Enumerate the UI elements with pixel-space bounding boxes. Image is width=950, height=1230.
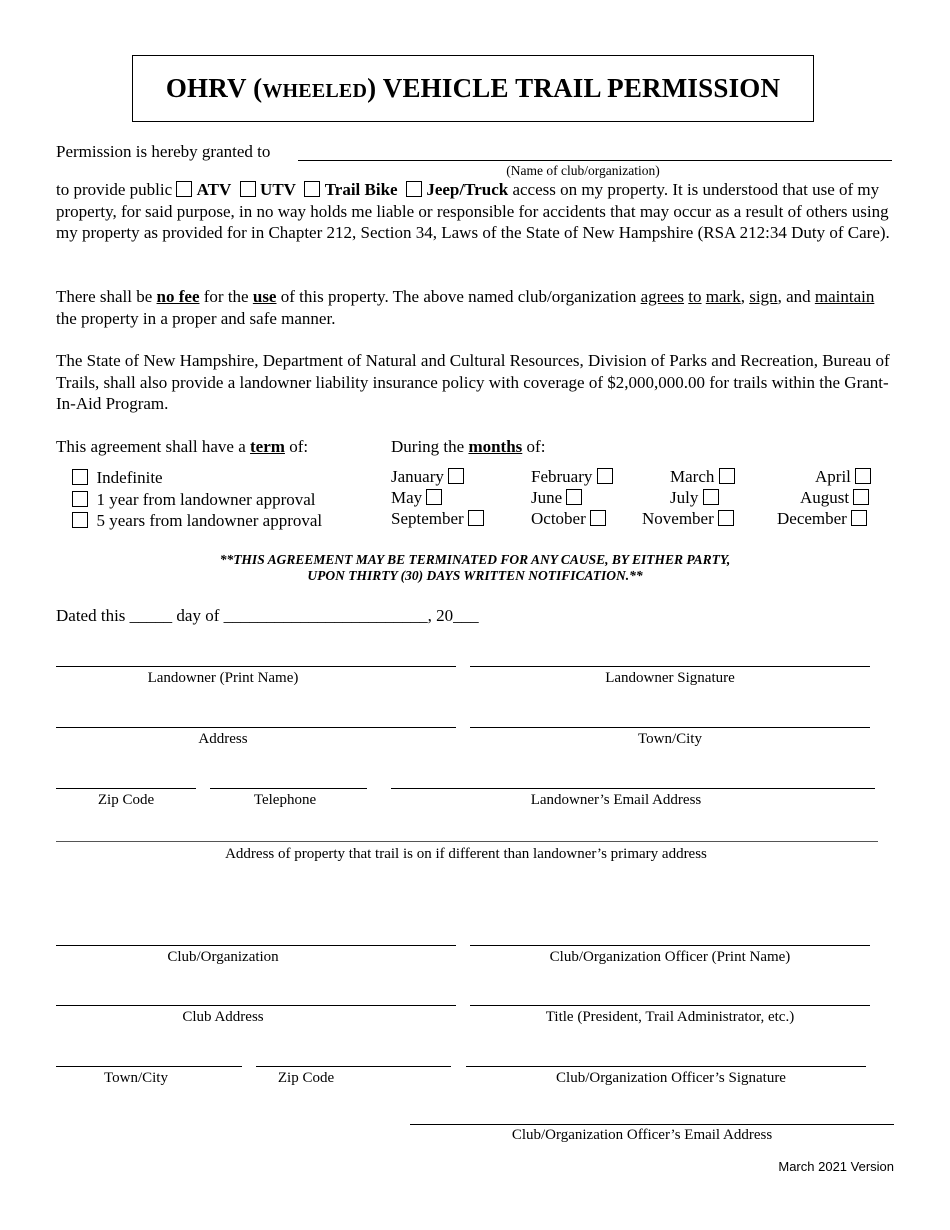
term-1-year[interactable]: 1 year from landowner approval — [72, 489, 322, 511]
address-caption: Address — [198, 731, 248, 747]
officer-email-field[interactable] — [410, 1124, 894, 1125]
trail-bike-checkbox[interactable] — [304, 181, 320, 197]
club-town-caption: Town/City — [104, 1070, 168, 1086]
month-august[interactable]: August — [800, 488, 869, 508]
term-options — [72, 467, 322, 532]
club-zip-field[interactable] — [256, 1066, 451, 1067]
landowner-signature-caption: Landowner Signature — [605, 670, 735, 686]
zip-caption: Zip Code — [97, 792, 155, 808]
term-indefinite[interactable]: Indefinite — [72, 467, 322, 489]
club-address-field[interactable] — [56, 1005, 456, 1006]
term-heading: This agreement shall have a term of: — [56, 437, 309, 456]
month-february[interactable]: February — [531, 467, 613, 487]
page-title: OHRV (WHEELED) VEHICLE TRAIL PERMISSION — [165, 73, 781, 103]
property-address-field[interactable] — [56, 841, 878, 842]
dated-line: Dated this _____ day of ________________________, 20___ — [56, 606, 479, 625]
telephone-caption: Telephone — [253, 792, 317, 808]
month-january[interactable]: January — [391, 467, 464, 487]
month-july[interactable]: July — [670, 488, 719, 508]
utv-checkbox[interactable] — [240, 181, 256, 197]
club-address-caption: Club Address — [182, 1009, 264, 1025]
grant-line — [56, 142, 270, 162]
zip-field[interactable] — [56, 788, 196, 789]
property-address-caption: Address of property that trail is on if different than landowner’s primary address — [225, 846, 707, 862]
months-heading: During the months of: — [391, 437, 546, 456]
officer-name-field[interactable] — [470, 945, 870, 946]
grant-prefix: Permission is hereby granted to — [56, 142, 271, 161]
club-caption: Club/Organization — [167, 949, 279, 965]
landowner-name-caption: Landowner (Print Name) — [147, 670, 299, 686]
month-october[interactable]: October — [531, 509, 606, 529]
club-zip-caption: Zip Code — [277, 1070, 335, 1086]
termination-notice: **THIS AGREEMENT MAY BE TERMINATED FOR ANY CAUSE, BY EITHER PARTY, UPON THIRTY (30) DAYS WRITTEN NOTIFICATION.** — [219, 552, 731, 583]
title-box — [132, 55, 814, 122]
jeep-truck-checkbox[interactable] — [406, 181, 422, 197]
email-field[interactable] — [391, 788, 875, 789]
officer-title-field[interactable] — [470, 1005, 870, 1006]
fee-paragraph: There shall be no fee for the use of this property. The above named club/organization agrees to mark, sign, and maintain the property in a proper and safe manner. — [56, 287, 875, 328]
term-5-years[interactable]: 5 years from landowner approval — [72, 510, 322, 532]
month-may[interactable]: May — [391, 488, 442, 508]
month-september[interactable]: September — [391, 509, 484, 529]
town-caption: Town/City — [638, 731, 702, 747]
town-field[interactable] — [470, 727, 870, 728]
club-name-field[interactable] — [298, 160, 892, 161]
address-field[interactable] — [56, 727, 456, 728]
club-town-field[interactable] — [56, 1066, 242, 1067]
landowner-name-field[interactable] — [56, 666, 456, 667]
month-november[interactable]: November — [642, 509, 734, 529]
month-april[interactable]: April — [815, 467, 871, 487]
officer-signature-field[interactable] — [466, 1066, 866, 1067]
landowner-signature-field[interactable] — [470, 666, 870, 667]
officer-name-caption: Club/Organization Officer (Print Name) — [549, 949, 791, 965]
club-name-caption: (Name of club/organization) — [506, 163, 660, 178]
insurance-paragraph: The State of New Hampshire, Department of Natural and Cultural Resources, Division of Parks and Recreation, Bureau of Trails, shall also provide a landowner liability insurance policy with coverage of $2,000,000.00 for trails within the Grant-In-Aid Program. — [56, 351, 890, 413]
officer-title-caption: Title (President, Trail Administrator, etc.) — [545, 1009, 795, 1025]
officer-email-caption: Club/Organization Officer’s Email Address — [511, 1127, 773, 1143]
month-june[interactable]: June — [531, 488, 582, 508]
telephone-field[interactable] — [210, 788, 367, 789]
month-march[interactable]: March — [670, 467, 735, 487]
month-december[interactable]: December — [777, 509, 867, 529]
club-field[interactable] — [56, 945, 456, 946]
officer-signature-caption: Club/Organization Officer’s Signature — [556, 1070, 786, 1086]
email-caption: Landowner’s Email Address — [530, 792, 702, 808]
access-paragraph: to provide public ATV UTV Trail Bike Jeep/Truck access on my property. It is understood that use of my property, for said purpose, in no way holds me liable or responsible for accidents that may occur as a result of others using my property as provided for in Chapter 212, Section 34, Laws of the State of New Hampshire (RSA 212:34 Duty of Care). — [56, 180, 890, 242]
atv-checkbox[interactable] — [176, 181, 192, 197]
version-label: March 2021 Version — [778, 1159, 894, 1174]
